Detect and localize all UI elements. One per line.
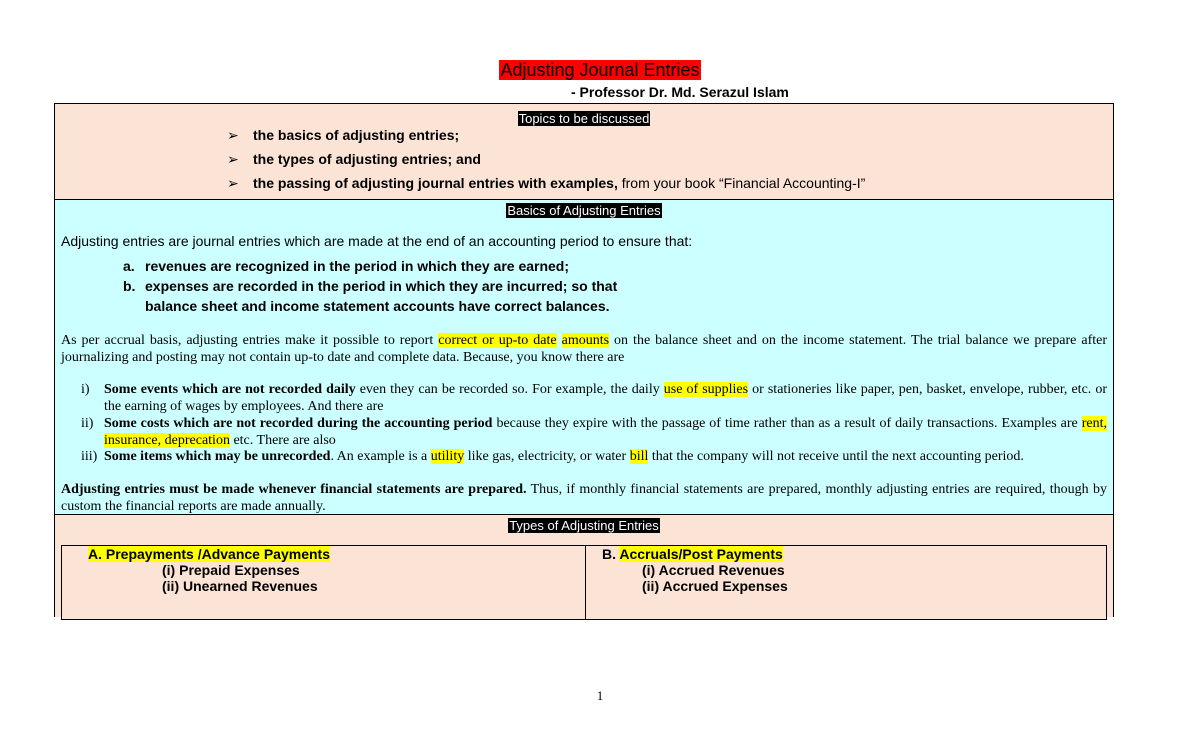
author-line: - Professor Dr. Md. Serazul Islam [571,84,789,100]
types-divider [585,546,586,619]
prepayments-item: (ii) Unearned Revenues [162,578,318,594]
adjusting-rule-paragraph: Adjusting entries must be made whenever financial statements are prepared. Thus, if monthly financial statements are prepared, monthly adjusting entries are required, though by custom the financial reports are made annually. [61,482,1108,514]
topic-item: ➢ the passing of adjusting journal entries with examples, from your book “Financial Accounting-I” [227,175,866,191]
types-section [55,514,1113,617]
reason-item: iii) Some items which may be unrecorded. An example is a utility like gas, electricity, or water bill that the company will not receive until the next accounting period. [81,449,1024,464]
accrual-paragraph: As per accrual basis, adjusting entries make it possible to report correct or up-to date amounts on the balance sheet and on the income statement. The trial balance we prepare after journalizing and posting may not contain up-to date and complete data. Because, you know there are [61,333,1107,365]
arrow-bullet-icon: ➢ [227,175,239,191]
arrow-bullet-icon: ➢ [227,127,239,143]
content-table [54,103,1114,617]
reason-item: i) Some events which are not recorded daily even they can be recorded so. For example, the daily use of supplies or stationeries like paper, pen, basket, envelope, rubber, etc. or the earning of wages by employees. And there are [81,382,1108,414]
topics-heading: Topics to be discussed [518,111,650,126]
document-title-text: Adjusting Journal Entries [500,60,700,80]
topic-item: ➢ the basics of adjusting entries; [227,127,460,143]
topic-item: ➢ the types of adjusting entries; and [227,151,481,167]
types-table [61,545,1107,620]
accruals-title: Accruals/Post Payments [619,546,783,562]
accruals-column: B. Accruals/Post Payments (i) Accrued Revenues (ii) Accrued Expenses [602,546,788,594]
prepayments-item: (i) Prepaid Expenses [162,562,300,578]
accruals-item: (i) Accrued Revenues [642,562,785,578]
basics-section [55,200,1113,514]
prepayments-column [88,546,330,594]
types-heading: Types of Adjusting Entries [509,518,659,533]
accruals-item: (ii) Accrued Expenses [642,578,788,594]
basics-heading: Basics of Adjusting Entries [507,203,661,218]
basics-intro: Adjusting entries are journal entries which are made at the end of an accounting period to ensure that: [61,233,693,249]
arrow-bullet-icon: ➢ [227,151,239,167]
basics-list-item: a. revenues are recognized in the period in which they are earned; [123,258,570,274]
topics-section [55,104,1113,200]
prepayments-title: A. Prepayments /Advance Payments [88,546,330,562]
basics-list-item: b. expenses are recorded in the period in which they are incurred; so that [123,278,618,294]
page-number: 1 [596,688,604,703]
document-title [0,60,1200,81]
basics-list-continuation: balance sheet and income statement accounts have correct balances. [145,298,610,314]
reason-item: ii) Some costs which are not recorded during the accounting period because they expire with the passage of time rather than as a result of daily transactions. Examples are rent, insurance, deprecation etc. There are also [81,416,1107,448]
